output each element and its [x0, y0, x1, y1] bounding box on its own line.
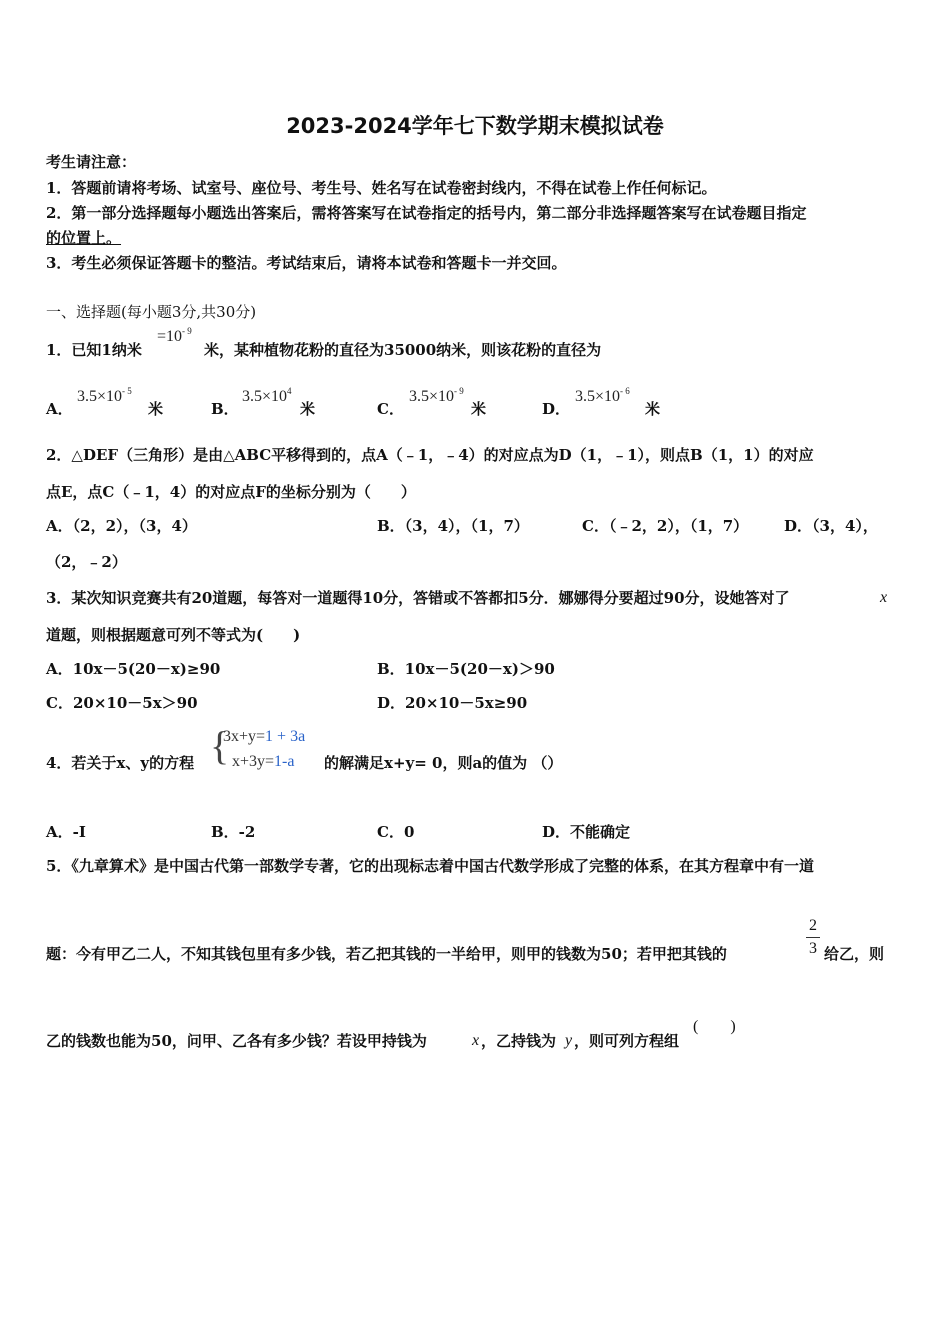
- fraction-denominator: 3: [809, 940, 817, 957]
- q5-stem-line1: 5．《九章算术》是中国古代第一部数学专著，它的出现标志着中国古代数学形成了完整的体系，在其方程章中有一道: [46, 857, 814, 875]
- q3-option-a: A．10x－5(20－x)≥90: [46, 660, 221, 678]
- q1-equation: $=10^{- 9}$: [157, 326, 192, 345]
- q3-stem-line2: 道题，则根据题意可列不等式为( ): [46, 626, 301, 644]
- equation-system-brace: {: [210, 723, 230, 768]
- q2-option-d: D．（3，4），: [784, 517, 878, 535]
- notice-item-2: 2．第一部分选择题每小题选出答案后，需将答案写在试卷指定的括号内，第二部分非选择题答案写在试卷题目指定: [46, 204, 807, 222]
- q4-equation-1: 3x+y=1 + 3a: [223, 728, 306, 745]
- q1-option-c-unit: 米: [471, 400, 487, 418]
- q1-stem-b: 米，某种植物花粉的直径为35000纳米，则该花粉的直径为: [204, 341, 602, 359]
- q4-option-a: A．-I: [46, 823, 86, 841]
- q2-option-a: A．（2，2），（3，4）: [46, 517, 197, 535]
- q1-stem-a: 1．已知1纳米: [46, 341, 142, 359]
- q4-equation-2: x+3y=1-a: [232, 753, 295, 770]
- q1-option-b-label: B．: [211, 400, 239, 418]
- q2-option-d-cont: （2，﹣2）: [46, 553, 127, 571]
- q3-option-b: B．10x－5(20－x)＞90: [377, 660, 555, 678]
- q2-option-c: C．（﹣2，2），（1，7）: [582, 517, 749, 535]
- q4-option-d: D．不能确定: [542, 823, 631, 841]
- q1-option-c-value: $3.5\times 10^{- 9}$: [409, 386, 464, 405]
- q5-variable-x: x: [472, 1032, 480, 1049]
- fraction-two-thirds: [806, 917, 820, 958]
- q1-option-a-value: $3.5\times 10^{- 5}$: [77, 386, 132, 405]
- fraction-numerator: 2: [809, 917, 817, 934]
- q5-stem-line3a: 乙的钱数也能为50，问甲、乙各有多少钱？若设甲持钱为: [46, 1032, 427, 1050]
- q2-stem-line2: 点E，点C（﹣1，4）的对应点F的坐标分别为（ ）: [46, 483, 416, 501]
- q5-variable-y: y: [565, 1032, 573, 1049]
- notice-item-2-cont: 的位置上。: [46, 229, 122, 247]
- q1-option-a-unit: 米: [148, 400, 164, 418]
- q1-option-d-label: D．: [542, 400, 571, 418]
- notice-item-3: 3．考生必须保证答题卡的整洁。考试结束后，请将本试卷和答题卡一并交回。: [46, 254, 567, 272]
- q5-stem-line3c: ，则可列方程组: [574, 1032, 680, 1050]
- q3-option-c: C．20×10－5x＞90: [46, 694, 198, 712]
- page-title: 2023-2024学年七下数学期末模拟试卷: [286, 114, 664, 138]
- q1-option-b-value: $3.5\times 10^4$: [242, 386, 292, 405]
- q1-option-c-label: C．: [377, 400, 404, 418]
- q3-stem-line1: 3．某次知识竞赛共有20道题，每答对一道题得10分，答错或不答都扣5分．娜娜得分要超过90分，设她答对了: [46, 589, 790, 607]
- q4-option-c: C．0: [377, 823, 415, 841]
- q4-option-b: B．-2: [211, 823, 256, 841]
- q1-option-d-value: $3.5\times 10^{- 6}$: [575, 386, 630, 405]
- notice-heading: 考生请注意：: [46, 153, 137, 171]
- q5-stem-line2b: 给乙，则: [824, 945, 885, 963]
- q2-option-b: B．（3，4），（1，7）: [377, 517, 529, 535]
- q4-stem-a: 4．若关于x、y的方程: [46, 754, 195, 772]
- notice-item-1: 1．答题前请将考场、试室号、座位号、考生号、姓名写在试卷密封线内，不得在试卷上作任何标记。: [46, 179, 717, 197]
- fraction-bar: [806, 937, 820, 938]
- q3-variable: x: [880, 589, 888, 606]
- q1-option-d-unit: 米: [645, 400, 661, 418]
- q5-stem-line2a: 题：今有甲乙二人，不知其钱包里有多少钱，若乙把其钱的一半给甲，则甲的钱数为50；若甲把其钱的: [46, 945, 727, 963]
- q3-option-d: D．20×10－5x≥90: [377, 694, 528, 712]
- q2-stem-line1: 2．△DEF（三角形）是由△ABC平移得到的，点A（﹣1，﹣4）的对应点为D（1，﹣1），则点B（1，1）的对应: [46, 446, 814, 464]
- q1-option-b-unit: 米: [300, 400, 316, 418]
- q1-option-a-label: A．: [46, 400, 73, 418]
- q4-stem-b: 的解满足x+y= 0，则a的值为 （）: [324, 754, 563, 772]
- section-heading: 一、选择题(每小题3分,共30分): [46, 303, 257, 321]
- q5-stem-line3b: ，乙持钱为: [481, 1032, 557, 1050]
- q5-answer-paren: ( ): [693, 1018, 736, 1035]
